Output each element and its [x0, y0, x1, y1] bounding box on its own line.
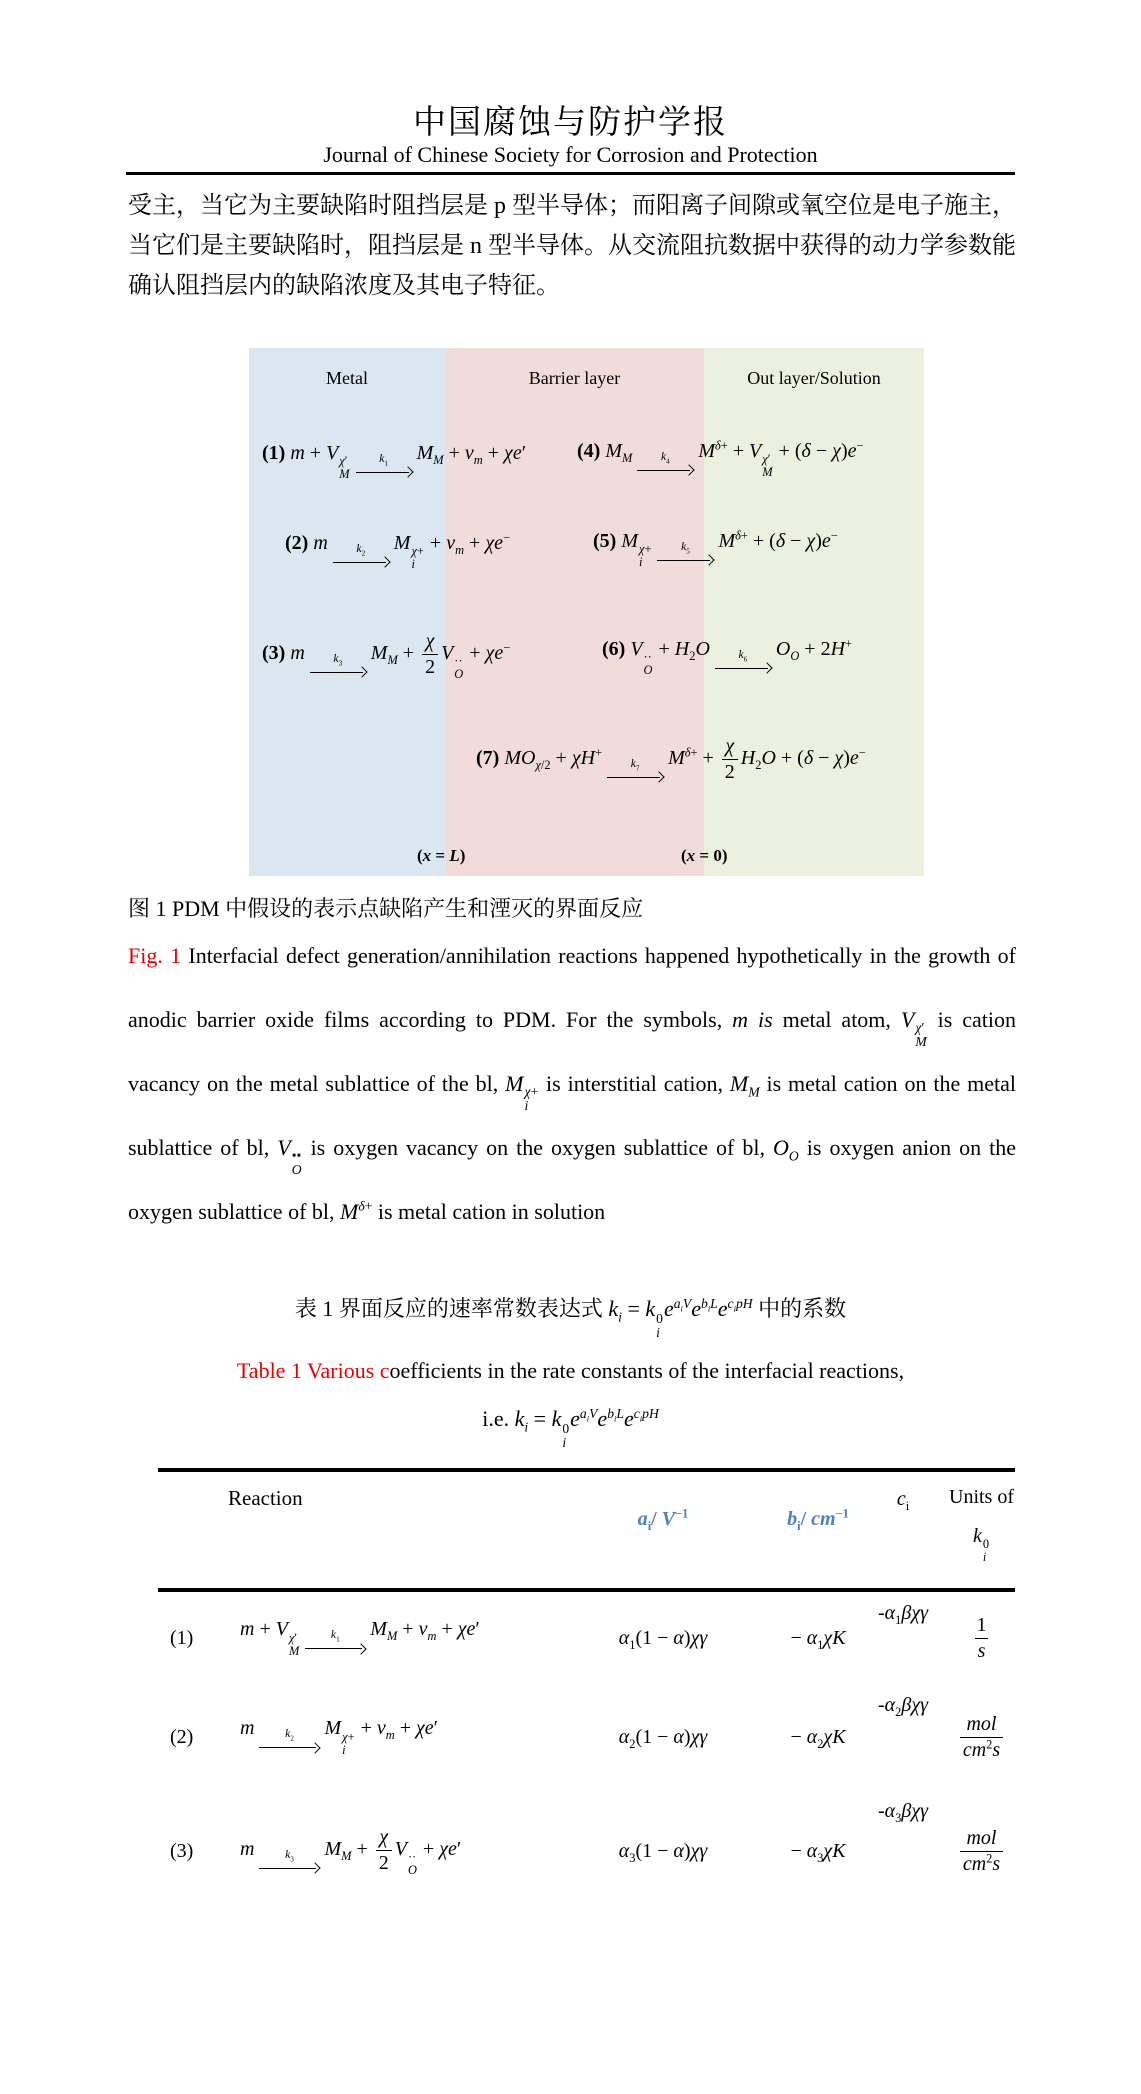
figure-equation-5: (5) M χ+ i $k_5$ $M^{\delta+} + (\delta - \chi)e^-$	[593, 528, 838, 570]
cell-reaction-equation: m $k_3$ $M_M$ + $\frac{\chi}{2}$ V ·· O + χe′	[240, 1825, 462, 1878]
column-label-out-layer-solution: Out layer/Solution	[747, 368, 881, 388]
figure-column-barrier-layer	[445, 348, 704, 876]
boundary-label-x-equals-0: (x = 0)	[681, 846, 728, 865]
table-1	[158, 1468, 1015, 1912]
cell-b-value: − $\alpha_2\chi K$	[790, 1725, 846, 1751]
table-row	[158, 1684, 1015, 1790]
table-caption-formula: i.e. $k_i = k$ 0 i $e^{a_iV}e^{b_iL}e^{c_ipH}$	[482, 1405, 659, 1451]
table-header-row	[158, 1472, 1015, 1592]
figure-caption-zh: 图 1 PDM 中假设的表示点缺陷产生和湮灭的界面反应	[128, 896, 644, 921]
journal-title-en: Journal of Chinese Society for Corrosion and Protection	[323, 142, 818, 167]
cell-reaction-number: (3)	[170, 1839, 194, 1862]
cell-reaction-number: (2)	[170, 1725, 194, 1748]
cell-a-value: $\alpha_1(1 - \alpha)\chi\gamma$	[618, 1626, 708, 1652]
figure-column-metal	[249, 348, 445, 876]
cell-c-value: $-\alpha_2\beta\chi\gamma$	[877, 1694, 928, 1719]
cell-c-value: $-\alpha_3\beta\chi\gamma$	[877, 1800, 928, 1825]
header-cell-reaction: Reaction	[228, 1486, 303, 1510]
boundary-label-x-equals-L: (x = L)	[417, 846, 466, 865]
figure-1-diagram	[249, 348, 924, 876]
cell-reaction-number: (1)	[170, 1626, 194, 1649]
journal-title-zh: 中国腐蚀与防护学报	[413, 105, 728, 141]
cell-reaction-equation: m + V χ′ M $k_1$ $M_M + v_m + \chi e'$	[240, 1618, 480, 1658]
header-cell-b-coefficient: $b_i/$ $cm^{-1}$	[787, 1506, 849, 1533]
header-rule	[126, 172, 1015, 175]
figure-equation-4: (4) $M_M$ $k_4$ $M^{\delta+} + V$ χ′ M + (δ − χ)e−	[577, 438, 864, 480]
figure-caption-en: Fig. 1 Interfacial defect generation/annihilation reactions happened hypothetically in the growth of anodic barrier oxide films according to PDM. For the symbols, m is metal atom, V χ′ M is cation vacancy on the metal sublattice of the bl, M χ+ i is interstitial cation, $M_M$ is metal cation on the metal sublattice of bl, V •• O is oxygen vacancy on the oxygen sublattice of bl, $O_O$ is oxygen anion on the oxygen sublattice of bl, $M^{\delta+}$ is metal cation in solution	[128, 943, 1017, 1224]
cell-a-value: $\alpha_3(1 - \alpha)\chi\gamma$	[618, 1839, 708, 1865]
header-cell-units	[948, 1472, 1015, 1588]
intro-paragraph: 受主，当它为主要缺陷时阻挡层是 p 型半导体；而阳离子间隙或氧空位是电子施主，当它们是主要缺陷时，阻挡层是 n 型半导体。从交流阻抗数据中获得的动力学参数能确认阻挡层内的缺陷浓度及其电子特征。	[128, 193, 1016, 299]
figure-equation-6: (6) V ·· O + $H_2O$ $k_6$ $O_O + 2H^+$	[602, 636, 853, 678]
header-cell-spacer	[158, 1472, 218, 1588]
cell-units-value: $\frac{\text{mol}}{cm^2s}$	[948, 1712, 1015, 1763]
column-label-barrier-layer: Barrier layer	[528, 368, 621, 388]
header-cell-c-coefficient: $c_i$	[896, 1488, 910, 1513]
table-caption-en: Table 1 Various coefficients in the rate constants of the interfacial reactions,	[236, 1358, 905, 1383]
cell-reaction-equation: m $k_2$ M χ+ i + $v_m + \chi e'$	[240, 1717, 439, 1757]
table-caption-zh: 表 1 界面反应的速率常数表达式 $k_i = k$ 0 i $e^{a_iV}e^{b_iL}e^{c_ipH}$ 中的系数	[294, 1295, 847, 1341]
cell-a-value: $\alpha_2(1 - \alpha)\chi\gamma$	[618, 1725, 708, 1751]
cell-c-value: $-\alpha_1\beta\chi\gamma$	[877, 1602, 928, 1627]
header-cell-a-coefficient: $a_i/$ $V^{-1}$	[637, 1506, 689, 1533]
cell-b-value: − $\alpha_1\chi K$	[790, 1626, 846, 1652]
cell-units-value: $\frac{\text{mol}}{cm^2s}$	[948, 1826, 1015, 1877]
figure-equation-3: (3) m $k_3$ $M_M$ + $\frac{\chi}{2}$ V ·· O + χe−	[262, 630, 511, 682]
figure-equation-7: (7) $MO_{\chi/2} + \chi H^+$ $k_7$ $M^{\delta+}$ + $\frac{\chi}{2}$ $H_2O + (\delta - \chi)e^-$	[476, 735, 866, 783]
figure-equation-2: (2) m $k_2$ M χ+ i + $v_m + \chi e^-$	[285, 530, 510, 572]
units-of-label: Units of	[949, 1486, 1014, 1508]
figure-equation-1: (1) m + V χ′ M $k_1$ $M_M + v_m + \chi e'$	[262, 442, 527, 482]
column-label-metal: Metal	[326, 368, 368, 388]
table-row	[158, 1790, 1015, 1912]
table-row	[158, 1592, 1015, 1684]
cell-units-value: $\frac{1}{s}$	[976, 1613, 987, 1662]
rate-constant-symbol: k 0 i	[972, 1525, 990, 1565]
cell-b-value: − $\alpha_3\chi K$	[790, 1839, 846, 1865]
figure-column-out-layer-solution	[704, 348, 924, 876]
